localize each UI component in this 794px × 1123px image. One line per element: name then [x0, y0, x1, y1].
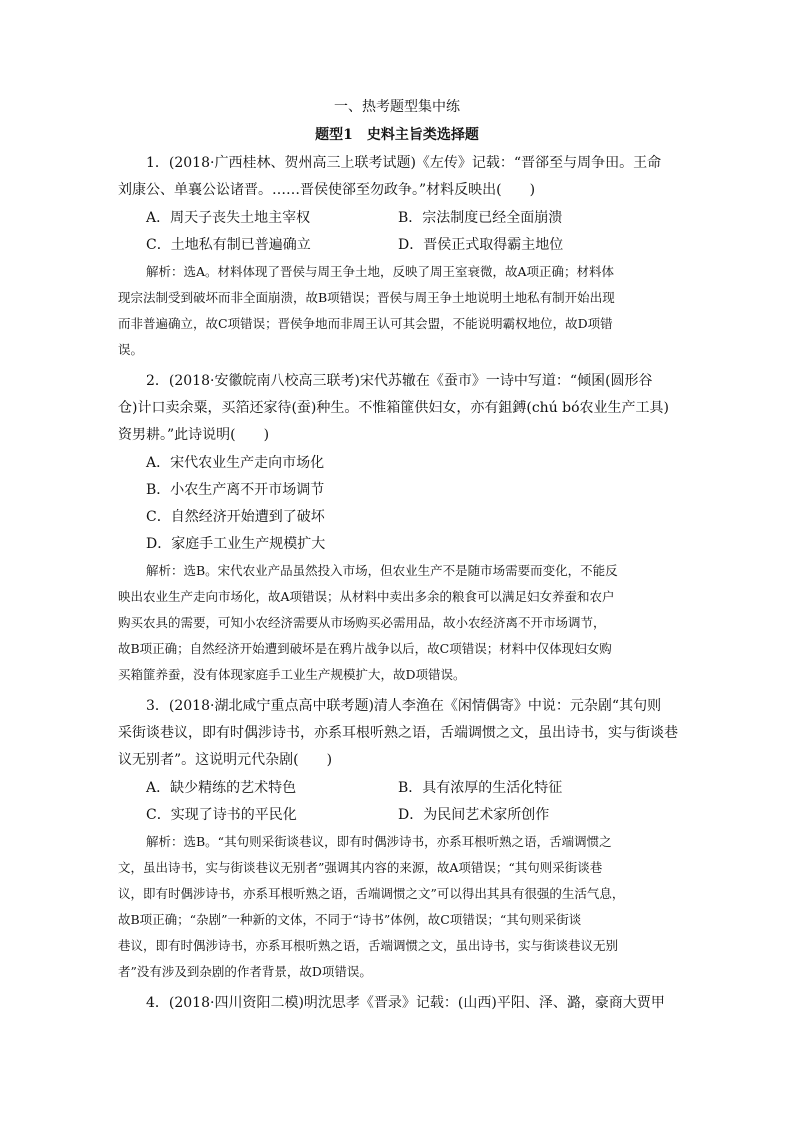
q3-analysis-line-3: 议，即有时偶涉诗书，亦系耳根听熟之语，舌端调惯之文”可以得出其具有很强的生活气息， [118, 886, 625, 901]
q2-stem-line-3: 资男耕。”此诗说明( ) [118, 427, 270, 443]
q2-option-d: D．家庭手工业生产规模扩大 [146, 536, 326, 552]
q3-analysis-line-6: 者”没有涉及到杂剧的作者背景，故D项错误。 [118, 964, 372, 979]
q2-stem-line-2: 仓)计口卖余粟，买箔还家待(蚕)种生。不惟箱篚供妇女，亦有鉏鎛(chú bó农业生产工具) [118, 400, 670, 416]
q3-option-b: B．具有浓厚的生活化特征 [398, 780, 563, 796]
section-title: 一、热考题型集中练 [334, 99, 460, 115]
question-type-title: 题型1 史料主旨类选择题 [315, 127, 479, 143]
q1-analysis-line-4: 误。 [118, 342, 144, 357]
q2-option-b: B．小农生产离不开市场调节 [146, 482, 325, 498]
q1-option-b: B．宗法制度已经全面崩溃 [398, 210, 563, 226]
q3-analysis-line-4: 故B项正确；“杂剧”一种新的文体，不同于“诗书”体例，故C项错误；“其句则采街谈 [118, 912, 582, 927]
q3-stem-line-3: 议无别者”。这说明元代杂剧( ) [118, 752, 333, 768]
q2-analysis-line-1: 解析：选B。宋代农业产品虽然投入市场，但农业生产不是随市场需要而变化，不能反 [146, 563, 618, 578]
q1-analysis-line-3: 而非普遍确立，故C项错误；晋侯争地而非周王认可其会盟，不能说明霸权地位，故D项错 [118, 316, 613, 331]
q3-stem-line-2: 采街谈巷议，即有时偶涉诗书，亦系耳根听熟之语，舌端调惯之文，虽出诗书，实与街谈巷 [118, 725, 678, 741]
q2-analysis-line-3: 购买农具的需要，可知小农经济需要从市场购买必需用品，故小农经济离不开市场调节， [118, 615, 606, 630]
q3-option-c: C．实现了诗书的平民化 [146, 807, 297, 823]
q3-analysis-line-5: 巷议，即有时偶涉诗书，亦系耳根听熟之语，舌端调惯之文，虽出诗书，实与街谈巷议无别 [118, 938, 619, 953]
q2-analysis-line-4: 故B项正确；自然经济开始遭到破坏是在鸦片战争以后，故C项错误；材料中仅体现妇女购 [118, 641, 612, 656]
q2-option-a: A．宋代农业生产走向市场化 [146, 455, 325, 471]
q3-analysis-line-2: 文，虽出诗书，实与街谈巷议无别者”强调其内容的来源，故A项错误；“其句则采街谈巷 [118, 860, 603, 875]
q1-option-c: C．土地私有制已普遍确立 [146, 237, 311, 253]
q1-stem-line-2: 刘康公、单襄公讼诸晋。……晋侯使郤至勿政争。”材料反映出( ) [118, 182, 536, 198]
q1-option-a: A．周天子丧失土地主宰权 [146, 210, 311, 226]
q1-analysis-line-2: 现宗法制受到破坏而非全面崩溃，故B项错误；晋侯与周王争土地说明土地私有制开始出现 [118, 290, 615, 305]
q3-option-d: D．为民间艺术家所创作 [398, 807, 550, 823]
q3-option-a: A．缺少精练的艺术特色 [146, 780, 297, 796]
q3-stem-line-1: 3．(2018·湖北咸宁重点高中联考题)清人李渔在《闲情偶寄》中说：元杂剧“其句则 [146, 698, 662, 714]
q4-stem-line-1: 4．(2018·四川资阳二模)明沈思孝《晋录》记载：(山西)平阳、泽、潞，豪商大贾甲 [146, 995, 665, 1011]
q2-analysis-line-2: 映出农业生产走向市场化，故A项错误；从材料中卖出多余的粮食可以满足妇女养蚕和农户 [118, 589, 615, 604]
q2-option-c: C．自然经济开始遭到了破坏 [146, 509, 325, 525]
q1-option-d: D．晋侯正式取得霸主地位 [398, 237, 564, 253]
q3-analysis-line-1: 解析：选B。“其句则采街谈巷议，即有时偶涉诗书，亦系耳根听熟之语，舌端调惯之 [146, 834, 612, 849]
q2-stem-line-1: 2．(2018·安徽皖南八校高三联考)宋代苏辙在《蚕市》一诗中写道：“倾囷(圆形谷 [146, 373, 653, 389]
q1-stem-line-1: 1．(2018·广西桂林、贺州高三上联考试题)《左传》记载：“晋郤至与周争田。王命 [146, 155, 662, 171]
q2-analysis-line-5: 买箱篚养蚕，没有体现家庭手工业生产规模扩大，故D项错误。 [118, 667, 466, 682]
q1-analysis-line-1: 解析：选A。材料体现了晋侯与周王争土地，反映了周王室衰微，故A项正确；材料体 [146, 264, 615, 279]
